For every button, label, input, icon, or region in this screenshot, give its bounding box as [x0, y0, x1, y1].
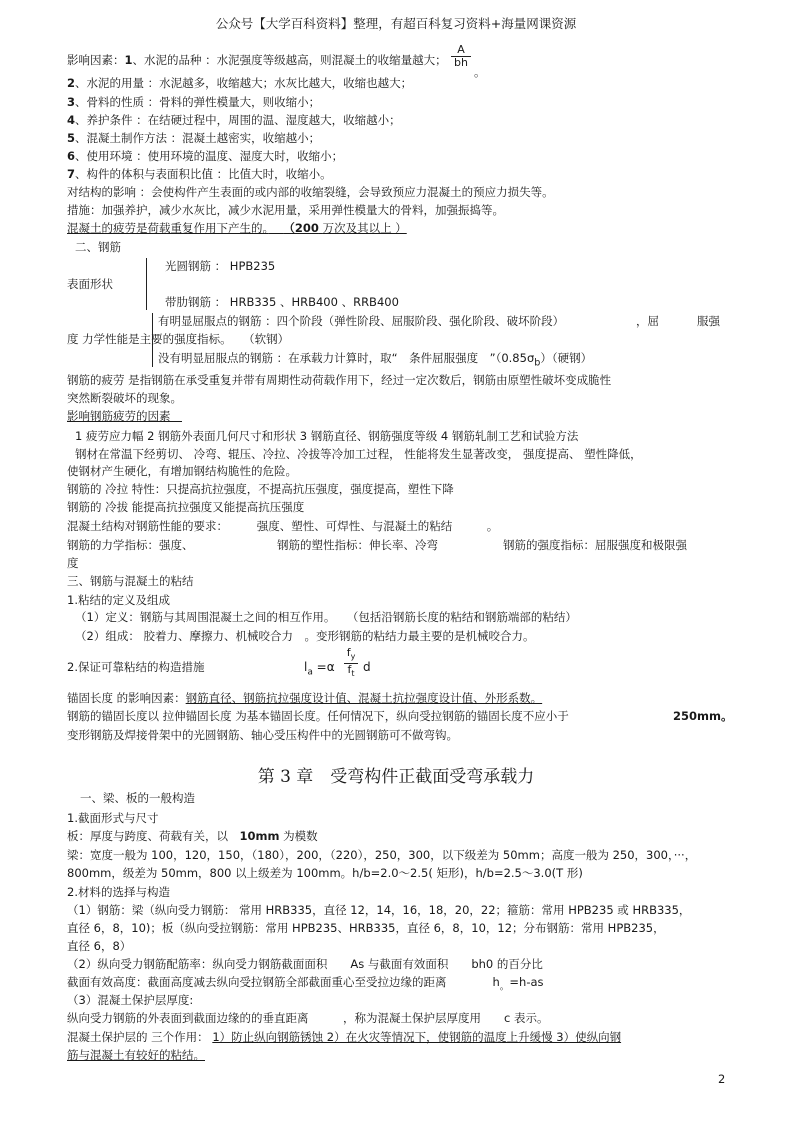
beam-size-2: 800mm，级差为 50mm，800 以上级差为 100mm。h/b=2.0～2.5( 矩形)，h/b=2.5～3.0(T 形) — [67, 866, 583, 880]
item-text: 、水泥的品种 ：水泥强度等级越高，则混凝土的收缩量越大； — [132, 53, 447, 67]
anchorage-min: 250mm。 — [673, 709, 733, 723]
surface-shape-label: 表面形状 — [67, 277, 113, 291]
strength-index-cont: 度 — [67, 556, 79, 570]
cover-definition: 纵向受力钢筋的外表面到截面边缘的的垂直距离 ，称为混凝土保护层厚度用 c 表示。 — [67, 1011, 549, 1025]
materials-3: 直径 6，8） — [67, 939, 132, 953]
rebar-fatigue-def2: 突然断裂破坏的现象。 — [67, 391, 182, 405]
chapter-title: 第 3 章 受弯构件正截面受弯承载力 — [257, 767, 535, 787]
shrinkage-lead: 影响因素： — [67, 53, 125, 67]
materials-1: （1）钢筋：梁（纵向受力钢筋： 常用 HRB335，直径 12，14，16，18，20，22；箍筋：常用 HPB235 或 HRB335， — [67, 903, 691, 917]
bond-components: （2）组成： 胶着力、摩擦力、机械咬合力 。变形钢筋的粘结力最主要的是机械咬合力。 — [75, 629, 535, 643]
anchorage-factors: 锚固长度 的影响因素：钢筋直径、钢筋抗拉强度设计值、混凝土抗拉强度设计值、外形系数。 — [67, 691, 543, 705]
shrinkage-factor-6: 6、使用环境 ：使用环境的温度、湿度大时，收缩小； — [67, 149, 344, 163]
cover-title: （3）混凝土保护层厚度: — [67, 993, 194, 1007]
effective-height: 截面有效高度：截面高度减去纵向受拉钢筋全部截面重心至受拉边缘的距离 $h_。=h-as$ — [67, 975, 544, 993]
fatigue-factors-title: 影响钢筋疲劳的因素 — [67, 409, 171, 423]
page-number: 2 — [718, 1072, 726, 1086]
beam-size-1: 梁：宽度一般为 100，120，150，（180），200，（220），250，300，以下级差为 50mm；高度一般为 250，300，···， — [67, 848, 697, 862]
slab-size: 板：厚度与跨度、荷载有关，以 10mm 为模数 — [67, 829, 318, 843]
shrinkage-measures: 措施：加强养护，减少水灰比，减少水泥用量，采用弹性模量大的骨料，加强振捣等。 — [67, 203, 504, 217]
ch3-section-1: 一、梁、板的一般构造 — [80, 791, 195, 805]
fatigue-factors: 1 疲劳应力幅 2 钢筋外表面几何尺寸和形状 3 钢筋直径、钢筋强度等级 4 钢筋轧制工艺和试验方法 — [75, 429, 579, 443]
shrinkage-factor-2: 2、水泥的用量 ：水泥越多，收缩越大；水灰比越大，收缩也越大； — [67, 76, 413, 90]
yield-rebar: 有明显屈服点的钢筋 ：四个阶段（弹性阶段、屈服阶段、强化阶段、破坏阶段） — [158, 314, 565, 328]
rebar-requirements: 混凝土结构对钢筋性能的要求： 强度、塑性、可焊性、与混凝土的粘结 。 — [67, 519, 499, 533]
bond-sub-1: 1.粘结的定义及组成 — [67, 593, 170, 607]
anchorage-length: 钢筋的锚固长度以 拉伸锚固长度 为基本锚固长度。任何情况下，纵向受拉钢筋的锚固长度不应小于 — [67, 709, 569, 723]
rebar-fatigue-def: 钢筋的疲劳 是指钢筋在承受重复并带有周期性动荷载作用下，经过一定次数后，钢筋由原塑性破坏变成脆性 — [67, 373, 612, 387]
mech-index: 钢筋的力学指标：强度、 — [67, 538, 194, 552]
cold-work-1: 钢材在常温下经剪切、 冷弯、辊压、冷拉、冷拔等冷加工过程， 性能将发生显著改变， 强度提高、 塑性降低， — [75, 447, 642, 461]
shrinkage-factor-4: 4、养护条件 ：在结硬过程中，周围的温、湿度越大，收缩越小； — [67, 113, 401, 127]
anchorage-formula-fraction: $f_y$ $f_t$ — [344, 647, 358, 680]
bond-sub-2: 2.保证可靠粘结的构造措施 — [67, 660, 205, 674]
section-title-bond: 三、钢筋与混凝土的粘结 — [67, 574, 194, 588]
cold-draw-1: 钢筋的 冷拉 特性：只提高抗拉强度，不提高抗压强度，强度提高，塑性下降 — [67, 482, 454, 496]
section-title-rebar: 二、钢筋 — [75, 240, 121, 254]
concrete-fatigue: 混凝土的疲劳是荷载重复作用下产生的。 （200 万次及其以上 ） — [67, 221, 407, 235]
anchorage-hooks: 变形钢筋及焊接骨架中的光圆钢筋、轴心受压构件中的光圆钢筋可不做弯钩。 — [67, 728, 458, 742]
ribbed-rebar: 带肋钢筋 ： HRB335 、HRB400 、RRB400 — [165, 295, 399, 309]
shrinkage-factor-5: 5、混凝土制作方法 ：混凝土越密实，收缩越小； — [67, 131, 321, 145]
materials-2: 直径 6，8，10)；板（纵向受拉钢筋：常用 HPB235、HRB335，直径 6，8，10，12；分布钢筋：常用 HPB235， — [67, 921, 665, 935]
item-number: 1 — [124, 53, 133, 67]
bond-definition: （1）定义：钢筋与其周围混凝土之间的相互作用。 （包括沿钢筋长度的粘结和钢筋端部的粘结） — [75, 610, 577, 624]
formula-fraction — [451, 44, 471, 69]
cover-roles: 混凝土保护层的 三个作用： 1）防止纵向钢筋锈蚀 2）在火灾等情况下，使钢筋的温度上升缓慢 3）使纵向钢 — [67, 1030, 622, 1044]
yield-rebar-line2: 度 力学性能是主要的强度指标。 （软钢） — [67, 332, 290, 346]
anchorage-formula-lhs: $l_a =\alpha$ — [304, 660, 335, 678]
no-yield-rebar: 没有明显屈服点的钢筋 ：在承载力计算时，取“ 条件屈服强度 $”(0.85\sigma_b)$（硬钢） — [158, 351, 593, 369]
formula-tail: 。 — [474, 65, 486, 79]
yield-rebar-cont1: ，屈 — [636, 314, 659, 328]
shrinkage-factor-7: 7、构件的体积与表面积比值 ：比值大时，收缩小。 — [67, 167, 332, 181]
plastic-index: 钢筋的塑性指标：伸长率、冷弯 — [277, 538, 438, 552]
ch3-sub-2: 2.材料的选择与构造 — [67, 885, 170, 899]
strength-index: 钢筋的强度指标：屈服强度和极限强 — [503, 538, 687, 552]
yield-rebar-cont2: 服强 — [697, 314, 720, 328]
shrinkage-effect: 对结构的影响 ：会使构件产生表面的或内部的收缩裂缝，会导致预应力混凝土的预应力损失等。 — [67, 185, 554, 199]
anchorage-formula-d: d — [363, 660, 371, 674]
shrinkage-factor-3: 3、骨料的性质 ：骨料的弹性模量大，则收缩小； — [67, 95, 321, 109]
surface-brace — [146, 258, 147, 310]
formula-denominator: bh — [454, 56, 468, 69]
page-header: 公众号【大学百科资料】整理，有超百科复习资料+海量网课资源 — [215, 16, 577, 31]
formula-numerator: A — [457, 43, 465, 56]
cover-roles-cont: 筋与混凝土有较好的粘结。 — [67, 1048, 205, 1062]
shrinkage-factor-1 — [67, 52, 447, 68]
ch3-sub-1: 1.截面形式与尺寸 — [67, 811, 159, 825]
reinforcement-ratio: （2）纵向受力钢筋配筋率：纵向受力钢筋截面面积 As 与截面有效面积 bh0 的百分比 — [67, 957, 543, 971]
cold-draw-2: 钢筋的 冷拔 能提高抗拉强度又能提高抗压强度 — [67, 500, 305, 514]
cold-work-2: 使钢材产生硬化，有增加钢结构脆性的危险。 — [67, 464, 297, 478]
plain-rebar: 光圆钢筋 ： HPB235 — [165, 259, 276, 273]
